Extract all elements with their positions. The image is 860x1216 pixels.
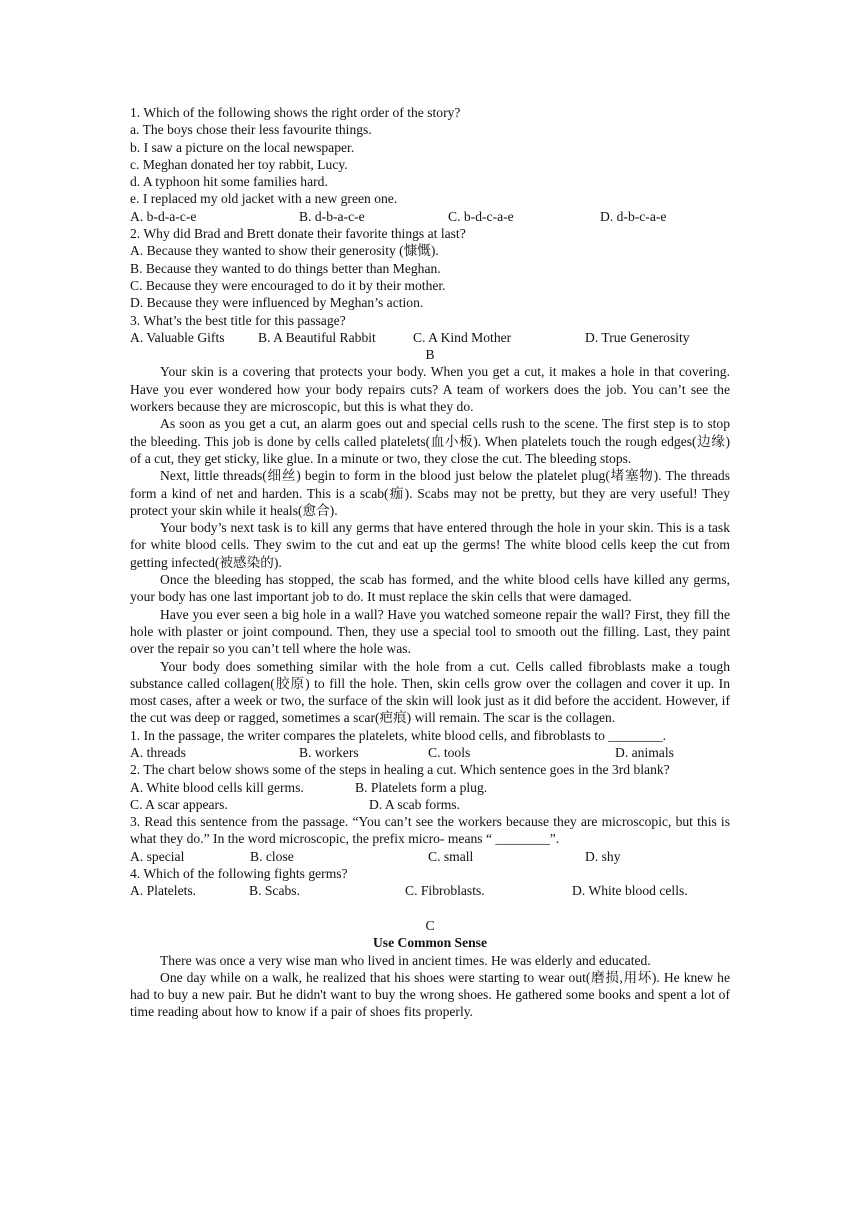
- passage-b-paragraph-2: As soon as you get a cut, an alarm goes out and special cells rush to the scene. The first step is to stop the bleeding. This job is done by cells called platelets(血小板). When platelets touch the rough edges(边缘) of a cut, they get sticky, like glue. In a minute or two, they close the cut. The bleeding stops.: [130, 416, 730, 466]
- passage-b-paragraph-3: Next, little threads(细丝) begin to form in the blood just below the platelet plug(堵塞物). The threads form a kind of net and harden. This is a scab(痂). Scabs may not be pretty, but they are very useful! They protect your skin while it heals(愈合).: [130, 468, 730, 518]
- option-a: A. b-d-a-c-e: [130, 208, 197, 224]
- passage-b-paragraph-6: Have you ever seen a big hole in a wall? Have you watched someone repair the wall? First, they fill the hole with plaster or joint compound. Then, they use a special tool to smooth out the filling. Last, they paint over the repair so you can’t tell where the hole was.: [130, 606, 730, 657]
- event-a: a. The boys chose their less favourite things.: [130, 122, 372, 138]
- option-b: B. A Beautiful Rabbit: [258, 329, 376, 345]
- event-d: d. A typhoon hit some families hard.: [130, 174, 328, 190]
- option-c: C. Fibroblasts.: [405, 883, 485, 899]
- option-a: A. White blood cells kill germs.: [130, 779, 304, 795]
- option-d: D. shy: [585, 848, 621, 864]
- question-b2-stem: 2. The chart below shows some of the steps in healing a cut. Which sentence goes in the 3rd blank?: [130, 762, 670, 778]
- option-d: D. d-b-c-a-e: [600, 208, 667, 224]
- option-b: B. Because they wanted to do things better than Meghan.: [130, 260, 441, 276]
- option-b: B. d-b-a-c-e: [299, 208, 365, 224]
- option-d: D. A scab forms.: [369, 796, 460, 812]
- option-b: B. Scabs.: [249, 883, 300, 899]
- question-a3-stem: 3. What’s the best title for this passage?: [130, 312, 346, 328]
- option-c: C. tools: [428, 744, 471, 760]
- passage-b-paragraph-1: Your skin is a covering that protects your body. When you get a cut, it makes a hole in that covering. Have you ever wondered how your body repairs cuts? A team of workers does the job. You can’t see the workers because they are microscopic, but this is what they do.: [130, 364, 730, 415]
- passage-c-title: Use Common Sense: [372, 935, 488, 951]
- passage-c-paragraph-1: There was once a very wise man who lived in ancient times. He was elderly and educated.: [160, 952, 651, 968]
- section-b-label: B: [425, 347, 435, 363]
- option-a: A. Platelets.: [130, 883, 197, 899]
- question-a3-options: [130, 329, 730, 346]
- option-c: C. small: [428, 848, 474, 864]
- question-a2-stem: 2. Why did Brad and Brett donate their favorite things at last?: [130, 226, 466, 242]
- passage-c-paragraph-2: One day while on a walk, he realized that his shoes were starting to wear out(磨损,用坏). He knew he had to buy a new pair. But he didn't want to buy the wrong shoes. He gathered some books and spent a lot of time reading about how to know if a pair of shoes fits properly.: [130, 969, 730, 1020]
- option-d: D. animals: [615, 744, 674, 760]
- option-a: A. special: [130, 848, 185, 864]
- option-c: C. A Kind Mother: [413, 329, 512, 345]
- question-b4-stem: 4. Which of the following fights germs?: [130, 866, 348, 882]
- question-b1-options: [130, 744, 730, 761]
- option-d: D. True Generosity: [585, 329, 690, 345]
- question-b1-stem: 1. In the passage, the writer compares the platelets, white blood cells, and fibroblasts to ________.: [130, 727, 667, 743]
- event-e: e. I replaced my old jacket with a new green one.: [130, 191, 398, 207]
- option-a: A. threads: [130, 744, 186, 760]
- question-b3-stem: 3. Read this sentence from the passage. “You can’t see the workers because they are microscopic, but this is what they do.” In the word microscopic, the prefix micro- means “ ________”.: [130, 814, 730, 847]
- option-b: B. workers: [299, 744, 359, 760]
- option-b: B. Platelets form a plug.: [355, 779, 488, 795]
- question-b3-options: [130, 848, 730, 865]
- option-d: D. White blood cells.: [572, 883, 688, 899]
- option-b: B. close: [250, 848, 294, 864]
- question-b2-options-row2: [130, 796, 730, 813]
- event-c: c. Meghan donated her toy rabbit, Lucy.: [130, 156, 348, 172]
- question-a1-stem: 1. Which of the following shows the right order of the story?: [130, 105, 461, 120]
- passage-b-paragraph-4: Your body’s next task is to kill any germs that have entered through the hole in your skin. This is a task for white blood cells. They swim to the cut and eat up the germs! The white blood cells keep the cut from getting infected(被感染的).: [130, 520, 730, 570]
- question-b2-options-row1: [130, 779, 730, 796]
- option-d: D. Because they were influenced by Meghan’s action.: [130, 295, 424, 311]
- option-c: C. b-d-c-a-e: [448, 208, 514, 224]
- question-a1-options: [130, 208, 730, 225]
- option-c: C. A scar appears.: [130, 796, 228, 812]
- option-c: C. Because they were encouraged to do it by their mother.: [130, 277, 446, 293]
- passage-b-paragraph-5: Once the bleeding has stopped, the scab has formed, and the white blood cells have killed any germs, your body has one last important job to do. It must replace the skin cells that were damaged.: [130, 572, 730, 605]
- passage-b-paragraph-7: Your body does something similar with the hole from a cut. Cells called fibroblasts make a tough substance called collagen(胶原) to fill the hole. Then, skin cells grow over the collagen and cover it up. In most cases, after a week or two, the surface of the skin will look just as it did before the accident. However, if the cut was deep or ragged, sometimes a scar(疤痕) will remain. The scar is the collagen.: [130, 658, 730, 726]
- option-a: A. Valuable Gifts: [130, 329, 225, 345]
- question-b4-options: [130, 882, 730, 899]
- event-b: b. I saw a picture on the local newspaper.: [130, 139, 355, 155]
- document-page: [130, 104, 730, 1021]
- blank-line: [130, 900, 730, 917]
- section-c-label: C: [425, 917, 435, 933]
- option-a: A. Because they wanted to show their generosity (慷慨).: [130, 243, 439, 259]
